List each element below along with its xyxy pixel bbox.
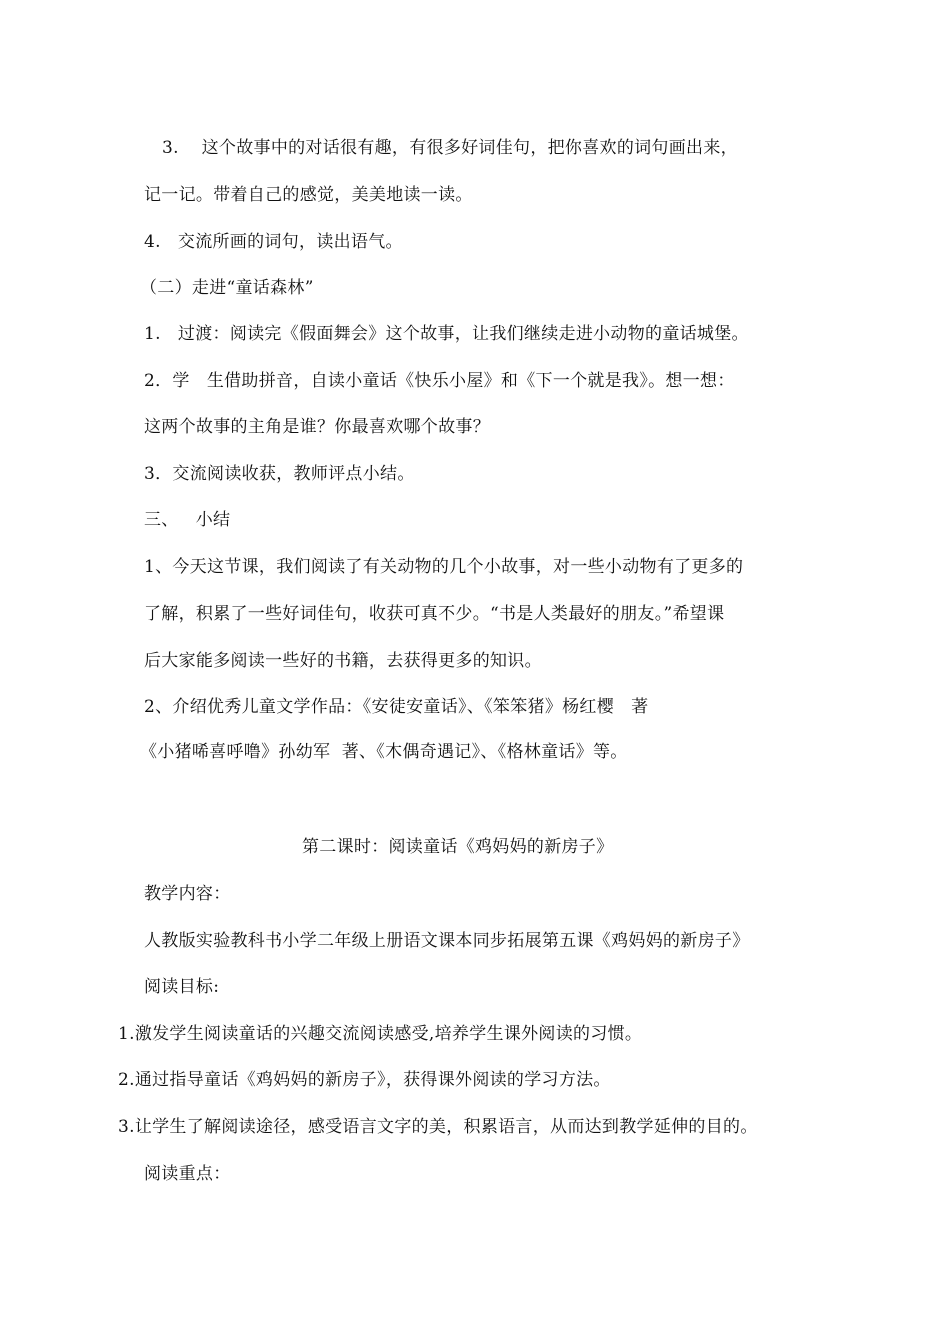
section-heading-fairy-forest: （二）走进“童话森林” (140, 278, 314, 298)
paragraph-line-6: 2．学 生借助拼音，自读小童话《快乐小屋》和《下一个就是我》。想一想： (144, 371, 735, 391)
paragraph-line-18: 阅读目标: (144, 977, 220, 997)
paragraph-line-5: 1. 过渡：阅读完《假面舞会》这个故事，让我们继续走进小动物的童话城堡。 (144, 324, 749, 344)
paragraph-line-17: 人教版实验教科书小学二年级上册语文课本同步拓展第五课《鸡妈妈的新房子》 (144, 931, 750, 951)
paragraph-line-12: 后大家能多阅读一些好的书籍，去获得更多的知识。 (144, 651, 542, 671)
paragraph-line-16: 教学内容： (144, 884, 231, 904)
paragraph-line-1: 3. 这个故事中的对话很有趣，有很多好词佳句，把你喜欢的词句画出来， (162, 138, 738, 158)
goal-item-3: 3.让学生了解阅读途径，感受语言文字的美，积累语言，从而达到教学延伸的目的。 (118, 1117, 758, 1137)
paragraph-line-13: 2、介绍优秀儿童文学作品：《安徒安童话》、《笨笨猪》杨红樱 著 (144, 697, 649, 717)
paragraph-line-11: 了解，积累了一些好词佳句，收获可真不少。“书是人类最好的朋友。”希望课 (144, 604, 725, 624)
lesson-title: 第二课时：阅读童话《鸡妈妈的新房子》 (302, 837, 614, 857)
section-heading-summary: 三、 小结 (144, 510, 231, 530)
paragraph-line-22: 阅读重点： (144, 1164, 231, 1184)
paragraph-line-14: 《小猪唏喜呼噜》孙幼军 著、《木偶奇遇记》、《格林童话》等。 (140, 742, 628, 762)
paragraph-line-8: 3．交流阅读收获，教师评点小结。 (144, 464, 415, 484)
paragraph-line-3: 4. 交流所画的词句，读出语气。 (144, 232, 403, 252)
paragraph-line-7: 这两个故事的主角是谁？你最喜欢哪个故事？ (144, 417, 490, 437)
paragraph-line-10: 1、今天这节课，我们阅读了有关动物的几个小故事，对一些小动物有了更多的 (144, 557, 744, 577)
goal-item-1: 1.激发学生阅读童话的兴趣交流阅读感受,培养学生课外阅读的习惯。 (118, 1024, 643, 1044)
paragraph-line-2: 记一记。带着自己的感觉，美美地读一读。 (144, 185, 473, 205)
goal-item-2: 2.通过指导童话《鸡妈妈的新房子》，获得课外阅读的学习方法。 (118, 1070, 611, 1090)
